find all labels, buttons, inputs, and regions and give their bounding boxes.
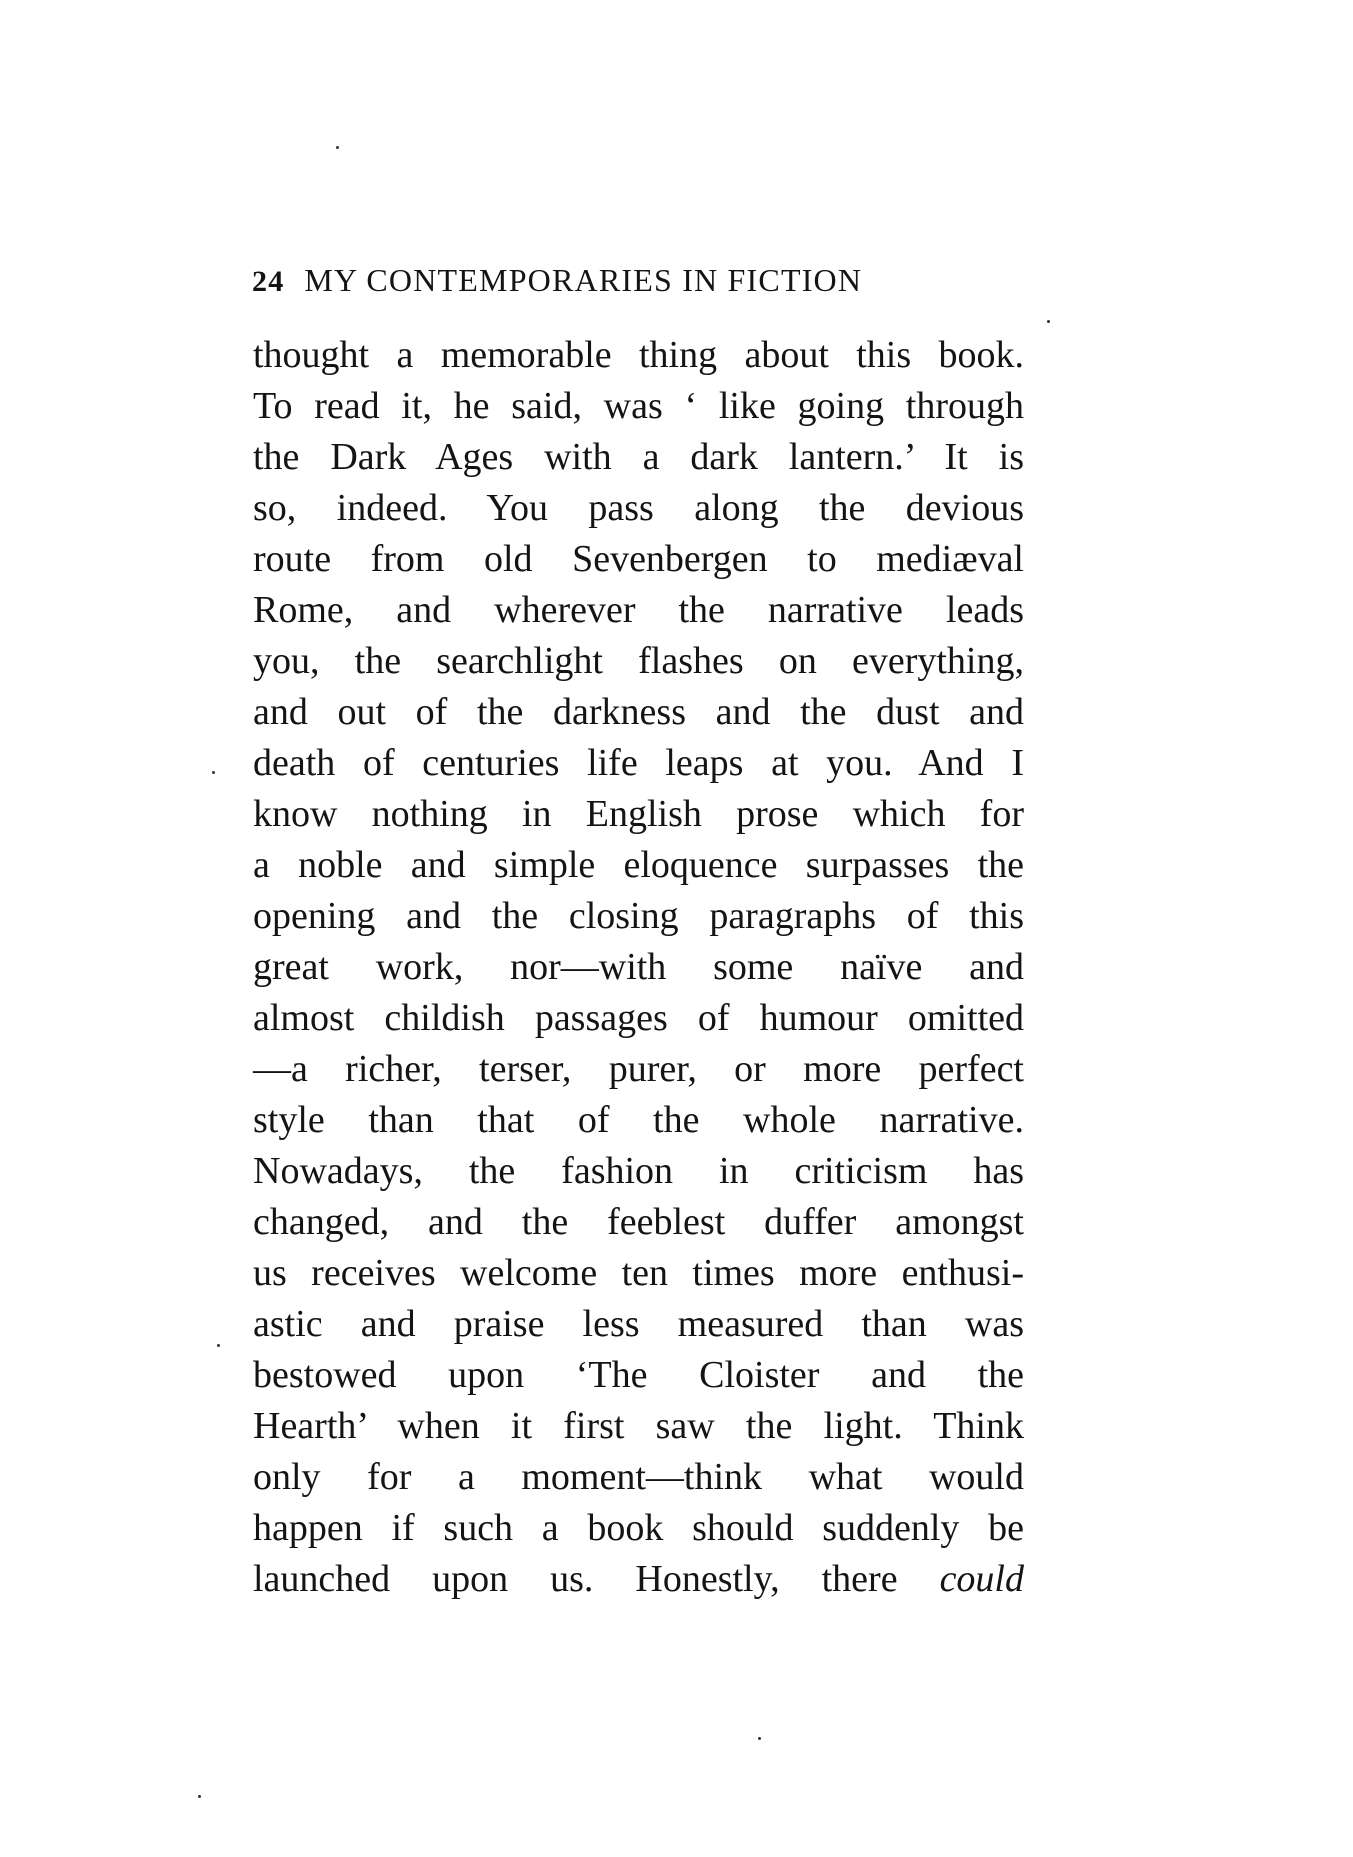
text-line: Hearth’ when it first saw the light. Think: [253, 1405, 1024, 1447]
text-line: Rome, and wherever the narrative leads: [253, 589, 1024, 631]
italic-word: could: [939, 1558, 1024, 1600]
text-line: style than that of the whole narrative.: [253, 1099, 1024, 1141]
text-line: the Dark Ages with a dark lantern.’ It is: [253, 436, 1024, 478]
text-line: only for a moment—think what would: [253, 1456, 1024, 1498]
text-line: know nothing in English prose which for: [253, 793, 1024, 835]
scan-speck: [336, 146, 339, 149]
text-line: —a richer, terser, purer, or more perfect: [253, 1048, 1024, 1090]
text-line: us receives welcome ten times more enthusi-: [253, 1252, 1024, 1294]
last-line-text: launched upon us. Honestly, there: [253, 1558, 898, 1600]
running-title: MY CONTEMPORARIES IN FICTION: [304, 262, 863, 298]
text-line: happen if such a book should suddenly be: [253, 1507, 1024, 1549]
text-line: astic and praise less measured than was: [253, 1303, 1024, 1345]
text-line: death of centuries life leaps at you. And I: [253, 742, 1024, 784]
text-line: a noble and simple eloquence surpasses the: [253, 844, 1024, 886]
text-line: To read it, he said, was ‘ like going through: [253, 385, 1024, 427]
text-line: great work, nor—with some naïve and: [253, 946, 1024, 988]
running-head: [252, 258, 1032, 302]
page-number: 24: [252, 265, 285, 298]
scan-speck: [198, 1795, 201, 1798]
scan-speck: [217, 1344, 220, 1347]
body-text: [253, 330, 1024, 1605]
text-line-last: [253, 1554, 1024, 1605]
scan-speck: [212, 771, 215, 774]
text-line: you, the searchlight flashes on everything,: [253, 640, 1024, 682]
scan-speck: [1047, 320, 1050, 323]
text-line: almost childish passages of humour omitted: [253, 997, 1024, 1039]
text-line: thought a memorable thing about this book.: [253, 334, 1024, 376]
text-line: route from old Sevenbergen to mediæval: [253, 538, 1024, 580]
text-line: Nowadays, the fashion in criticism has: [253, 1150, 1024, 1192]
text-line: and out of the darkness and the dust and: [253, 691, 1024, 733]
text-line: so, indeed. You pass along the devious: [253, 487, 1024, 529]
text-line: opening and the closing paragraphs of this: [253, 895, 1024, 937]
text-line: changed, and the feeblest duffer amongst: [253, 1201, 1024, 1243]
text-line: bestowed upon ‘The Cloister and the: [253, 1354, 1024, 1396]
scan-speck: [758, 1737, 761, 1740]
